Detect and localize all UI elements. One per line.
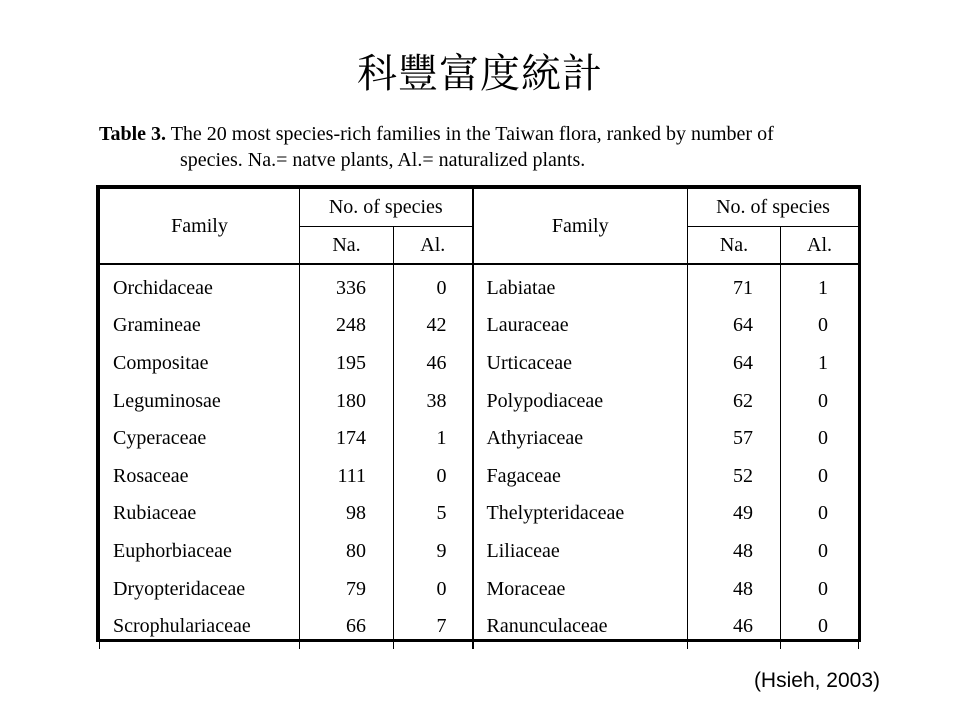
naturalized-count-cell: 0 <box>781 495 859 533</box>
native-count-cell: 79 <box>300 570 394 608</box>
header-family-left: Family <box>100 189 300 265</box>
native-count-cell: 57 <box>688 419 781 457</box>
native-count-cell: 80 <box>300 532 394 570</box>
naturalized-count-cell: 0 <box>781 532 859 570</box>
header-no-of-species-right: No. of species <box>688 189 859 227</box>
family-cell: Labiatae <box>473 264 688 307</box>
native-count-cell: 66 <box>300 607 394 649</box>
native-count-cell: 62 <box>688 382 781 420</box>
native-count-cell: 195 <box>300 344 394 382</box>
family-cell: Rosaceae <box>100 457 300 495</box>
family-cell: Compositae <box>100 344 300 382</box>
family-cell: Fagaceae <box>473 457 688 495</box>
family-cell: Dryopteridaceae <box>100 570 300 608</box>
table-row <box>100 419 859 457</box>
table-row <box>100 495 859 533</box>
naturalized-count-cell: 0 <box>781 607 859 649</box>
native-count-cell: 71 <box>688 264 781 307</box>
naturalized-count-cell: 0 <box>394 570 473 608</box>
family-cell: Athyriaceae <box>473 419 688 457</box>
caption-line-2: species. Na.= natve plants, Al.= naturalized plants. <box>180 149 586 171</box>
native-count-cell: 64 <box>688 344 781 382</box>
table-row <box>100 607 859 649</box>
native-count-cell: 48 <box>688 532 781 570</box>
family-cell: Liliaceae <box>473 532 688 570</box>
native-count-cell: 248 <box>300 307 394 345</box>
naturalized-count-cell: 0 <box>781 419 859 457</box>
table-row <box>100 457 859 495</box>
table-row <box>100 382 859 420</box>
table-caption <box>99 121 879 173</box>
native-count-cell: 48 <box>688 570 781 608</box>
family-cell: Ranunculaceae <box>473 607 688 649</box>
naturalized-count-cell: 7 <box>394 607 473 649</box>
family-cell: Polypodiaceae <box>473 382 688 420</box>
header-na-left: Na. <box>300 227 394 265</box>
naturalized-count-cell: 38 <box>394 382 473 420</box>
header-family-right: Family <box>473 189 688 265</box>
native-count-cell: 64 <box>688 307 781 345</box>
source-citation: (Hsieh, 2003) <box>753 669 880 692</box>
family-cell: Cyperaceae <box>100 419 300 457</box>
family-cell: Gramineae <box>100 307 300 345</box>
species-table <box>96 185 861 642</box>
table-row <box>100 570 859 608</box>
naturalized-count-cell: 1 <box>781 264 859 307</box>
naturalized-count-cell: 0 <box>781 382 859 420</box>
naturalized-count-cell: 0 <box>394 264 473 307</box>
family-cell: Scrophulariaceae <box>100 607 300 649</box>
family-cell: Urticaceae <box>473 344 688 382</box>
table-body <box>100 264 859 649</box>
naturalized-count-cell: 9 <box>394 532 473 570</box>
naturalized-count-cell: 0 <box>781 457 859 495</box>
table-row <box>100 264 859 307</box>
naturalized-count-cell: 0 <box>781 570 859 608</box>
family-cell: Orchidaceae <box>100 264 300 307</box>
native-count-cell: 180 <box>300 382 394 420</box>
naturalized-count-cell: 1 <box>394 419 473 457</box>
native-count-cell: 52 <box>688 457 781 495</box>
native-count-cell: 46 <box>688 607 781 649</box>
caption-label: Table 3. <box>99 123 167 145</box>
native-count-cell: 111 <box>300 457 394 495</box>
header-al-right: Al. <box>781 227 859 265</box>
native-count-cell: 174 <box>300 419 394 457</box>
naturalized-count-cell: 0 <box>781 307 859 345</box>
caption-line-1: The 20 most species-rich families in the Taiwan flora, ranked by number of <box>166 123 774 145</box>
slide-title: 科豐富度統計 <box>357 51 603 97</box>
family-cell: Moraceae <box>473 570 688 608</box>
table-row <box>100 344 859 382</box>
native-count-cell: 336 <box>300 264 394 307</box>
naturalized-count-cell: 46 <box>394 344 473 382</box>
table-row <box>100 307 859 345</box>
table-row <box>100 532 859 570</box>
header-al-left: Al. <box>394 227 473 265</box>
naturalized-count-cell: 0 <box>394 457 473 495</box>
family-cell: Lauraceae <box>473 307 688 345</box>
family-cell: Leguminosae <box>100 382 300 420</box>
header-no-of-species-left: No. of species <box>300 189 473 227</box>
family-cell: Rubiaceae <box>100 495 300 533</box>
native-count-cell: 49 <box>688 495 781 533</box>
header-na-right: Na. <box>688 227 781 265</box>
naturalized-count-cell: 42 <box>394 307 473 345</box>
family-cell: Thelypteridaceae <box>473 495 688 533</box>
naturalized-count-cell: 1 <box>781 344 859 382</box>
native-count-cell: 98 <box>300 495 394 533</box>
naturalized-count-cell: 5 <box>394 495 473 533</box>
family-cell: Euphorbiaceae <box>100 532 300 570</box>
